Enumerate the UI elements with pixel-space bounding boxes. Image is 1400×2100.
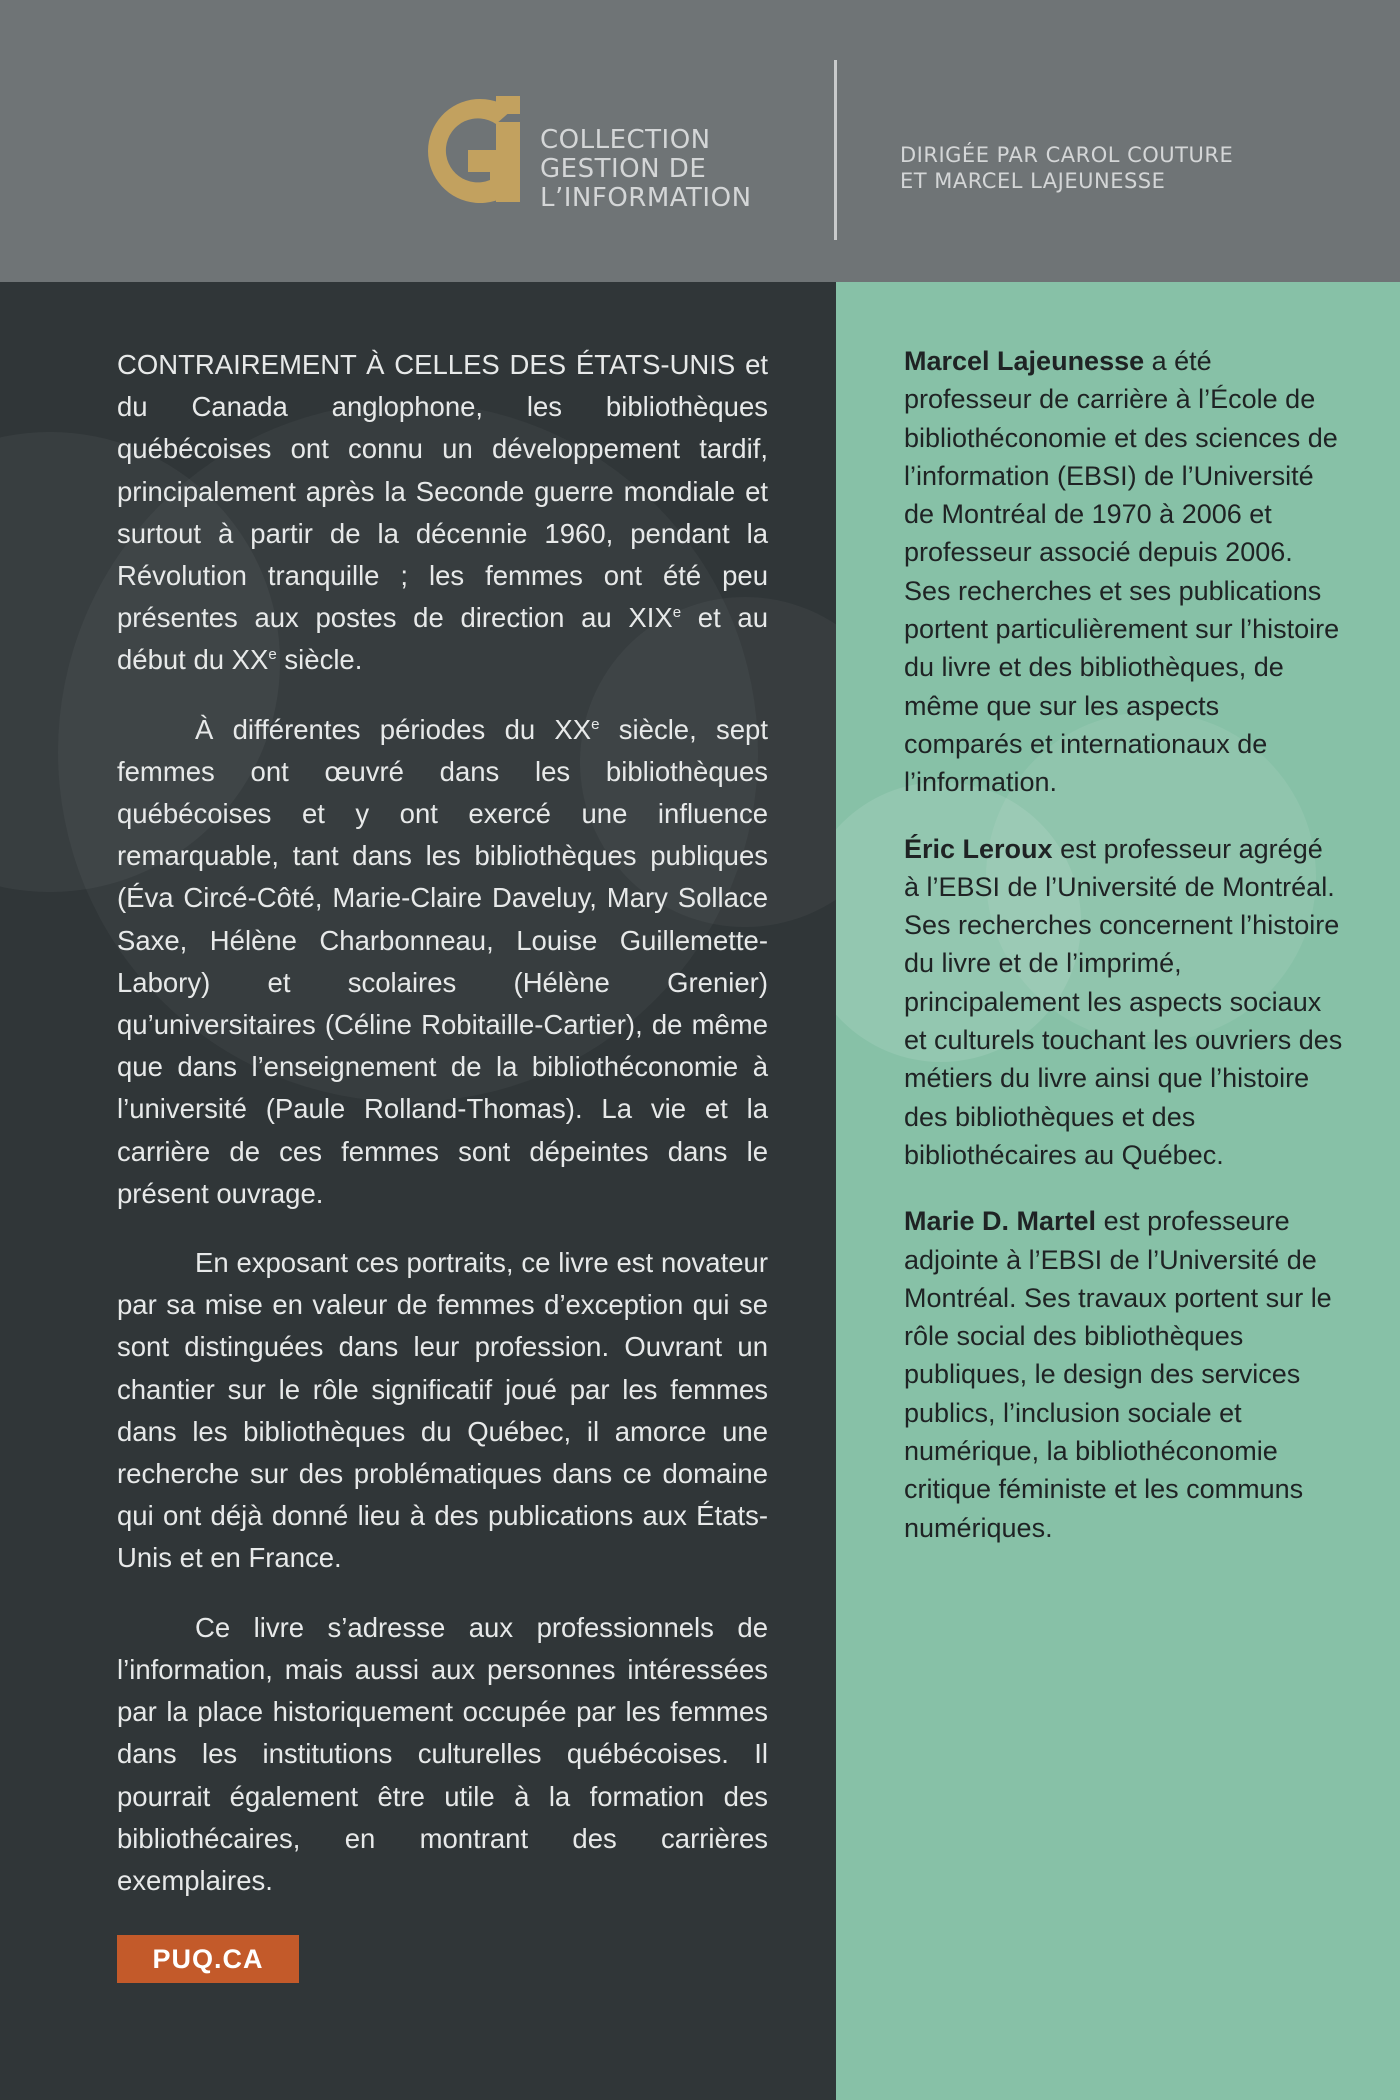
text-run: siècle. — [276, 644, 363, 676]
text-run: À différentes périodes du XX — [195, 713, 592, 745]
author-bio — [904, 1202, 1344, 1547]
collection-line: COLLECTION — [540, 125, 711, 155]
collection-line: L’INFORMATION — [540, 183, 752, 213]
summary-text — [117, 344, 768, 1929]
authors-text — [904, 342, 1344, 1575]
header-divider — [834, 60, 837, 240]
author-bio — [904, 342, 1344, 802]
summary-panel — [0, 282, 836, 2100]
collection-title — [540, 126, 752, 213]
author-bio-text: est professeur agrégé à l’EBSI de l’Université de Montréal. Ses recherches concernent l’histoire du livre et de l’imprimé, principalement les aspects sociaux et culturels touchant les ouvriers des métiers du livre ainsi que l’histoire des bibliothèques et des bibliothécaires au Québec. — [904, 833, 1343, 1170]
text-run: siècle, sept femmes ont œuvré dans les bibliothèques québécoises et y ont exercé une influence remarquable, tant dans les bibliothèques publiques (Éva Circé-Côté, Marie-Claire Daveluy, Mary Sollace Saxe, Hélène Charbonneau, Louise Guillemette-Labory) et scolaires (Hélène Grenier) qu’universitaires (Céline Robitaille-Cartier), de même que dans l’enseignement de la bibliothéconomie à l’université (Paule Rolland-Thomas). La vie et la carrière de ces femmes sont dépeintes dans le présent ouvrage. — [117, 713, 768, 1209]
puq-website-badge[interactable]: PUQ.CA — [117, 1935, 299, 1983]
superscript: e — [268, 646, 277, 664]
summary-paragraph-4: Ce livre s’adresse aux professionnels de l’information, mais aussi aux personnes intéressées par la place historiquement occupée par les femmes dans les institutions culturelles québécoises. Il pourrait également être utile à la formation des bibliothécaires, en montrant des carrières exemplaires. — [117, 1611, 768, 1896]
text-run: et du Canada anglophone, les bibliothèques québécoises ont connu un développement tardif, principalement après la Seconde guerre mondiale et surtout à partir de la décennie 1960, pendant la Révolution tranquille ; les femmes ont été peu présentes aux postes de direction au XIX — [117, 349, 769, 634]
editors-credit — [900, 142, 1233, 194]
author-bio-text: a été professeur de carrière à l’École de bibliothéconomie et des sciences de l’information (EBSI) de l’Université de Montréal de 1970 à 2006 et professeur associé depuis 2006. Ses recherches et ses publications portent particulièrement sur l’histoire du livre et des bibliothèques, de même que sur les aspects comparés et internationaux de l’information. — [904, 346, 1340, 798]
text-run: et au début du XX — [117, 602, 769, 676]
summary-paragraph-3: En exposant ces portraits, ce livre est novateur par sa mise en valeur de femmes d’exception qui se sont distinguées dans leur profession. Ouvrant un chantier sur le rôle significatif joué par les femmes dans les bibliothèques du Québec, il amorce une recherche sur des problématiques dans ce domaine qui ont déjà donné lieu à des publications aux États-Unis et en France. — [117, 1247, 768, 1574]
collection-logo — [412, 92, 527, 208]
superscript: e — [672, 604, 682, 622]
collection-line: GESTION DE — [540, 154, 707, 184]
author-name: Marie D. Martel — [904, 1206, 1097, 1237]
author-name: Éric Leroux — [904, 833, 1053, 864]
authors-panel — [836, 282, 1400, 2100]
summary-paragraph-1 — [117, 344, 768, 682]
author-bio — [904, 830, 1344, 1175]
superscript: e — [591, 715, 600, 733]
author-bio-text: est professeure adjointe à l’EBSI de l’Université de Montréal. Ses travaux portent sur le rôle social des bibliothèques publiques, le design des services publics, l’inclusion sociale et numérique, la bibliothéconomie critique féministe et les communs numériques. — [904, 1206, 1332, 1543]
lead-in: CONTRAIREMENT À CELLES DES ÉTATS-UNIS — [117, 349, 736, 380]
editors-line: ET MARCEL LAJEUNESSE — [900, 169, 1166, 193]
header-band — [0, 0, 1400, 282]
author-name: Marcel Lajeunesse — [904, 346, 1145, 376]
summary-paragraph-2 — [117, 709, 768, 1215]
editors-line: DIRIGÉE PAR CAROL COUTURE — [900, 143, 1234, 167]
